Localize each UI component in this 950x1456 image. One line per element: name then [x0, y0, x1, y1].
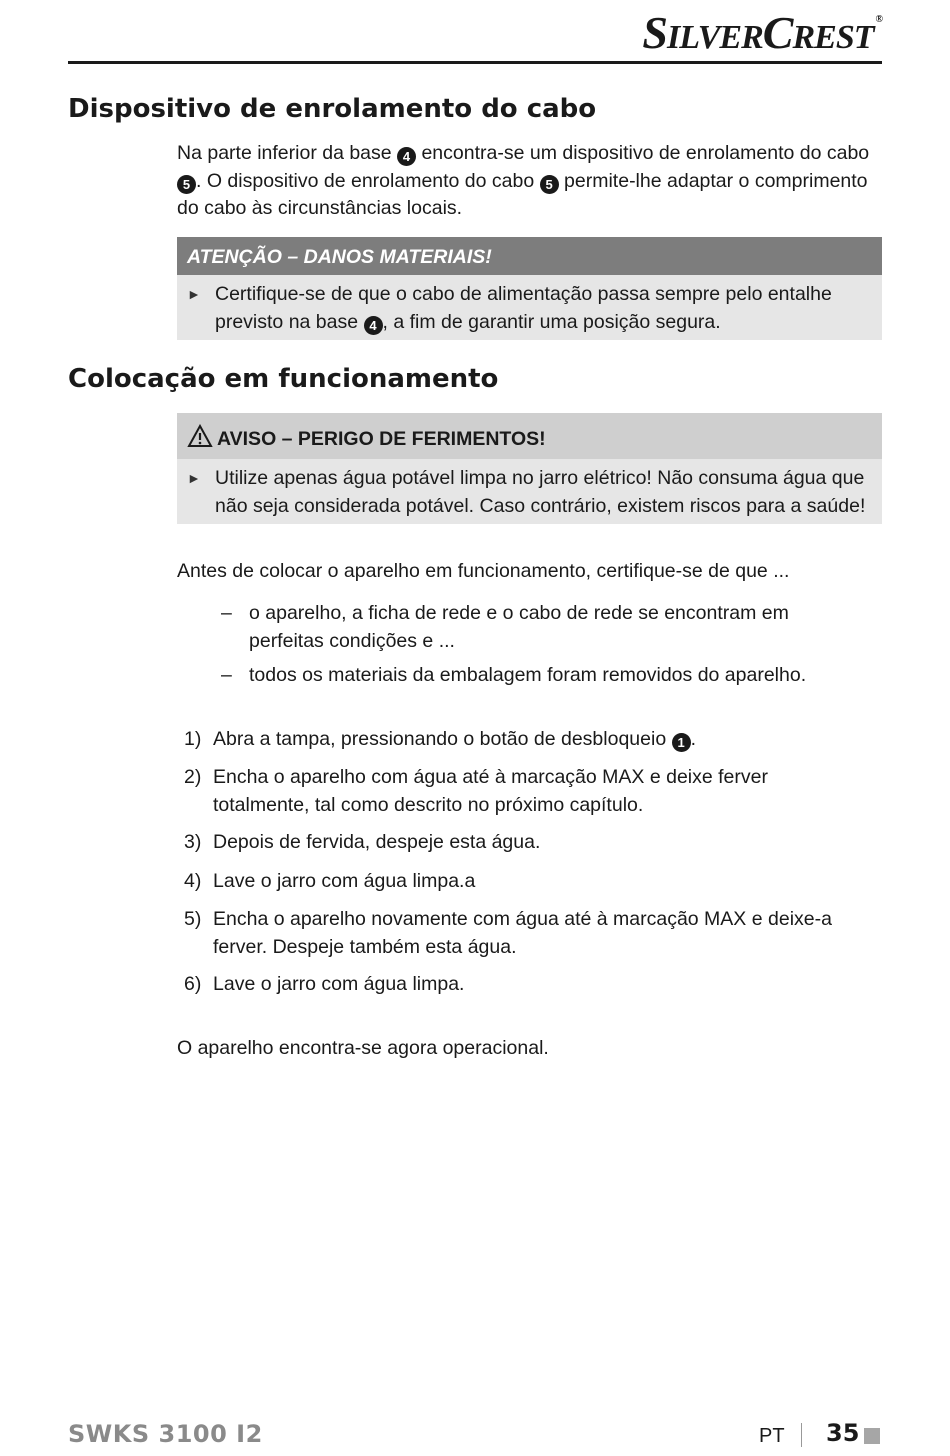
checklist-text: o aparelho, a ficha de rede e o cabo de rede se encontram em perfeitas condições e ... [249, 602, 789, 652]
step-number: 2) [184, 766, 202, 788]
step-number: 6) [184, 973, 202, 995]
caution-text: , a fim de garantir uma posição segura. [382, 310, 721, 333]
step-text: Lave o jarro com água limpa. [213, 973, 465, 995]
triangle-right-icon: ► [187, 470, 201, 486]
part-number-badge: 4 [364, 316, 383, 335]
step-text: Encha o aparelho com água até à marcação MAX e deixe ferver totalmente, tal como descrito no próximo capítulo. [213, 766, 768, 816]
step-item [184, 764, 864, 819]
section-title-operation: Colocação em funcionamento [68, 364, 499, 394]
warning-header [177, 413, 882, 459]
step-text-part: . [690, 728, 697, 750]
step-number: 5) [184, 908, 202, 930]
step-text-part: Abra a tampa, pressionando o botão de desbloqueio [213, 728, 672, 750]
warning-box [177, 413, 882, 524]
paragraph-text: . O dispositivo de enrolamento do cabo [196, 169, 540, 192]
logo-text: ILVER [667, 19, 763, 56]
step-item [184, 906, 864, 961]
paragraph-text: Na parte inferior da base [177, 142, 398, 164]
paragraph-text: permite-lhe adaptar o comprimento do cabo às circunstâncias locais. [177, 169, 868, 219]
page-number: 35 [826, 1419, 860, 1447]
caution-box [177, 237, 882, 340]
logo-letter: C [762, 7, 793, 58]
part-number-badge: 5 [540, 175, 559, 194]
step-text: Encha o aparelho novamente com água até à marcação MAX e deixe-a ferver. Despeje também esta água. [213, 908, 832, 958]
checklist-text: todos os materiais da embalagem foram removidos do aparelho. [249, 664, 807, 686]
step-text [213, 726, 864, 754]
paragraph-text: encontra-se um dispositivo de enrolamento do cabo [416, 142, 870, 164]
operation-intro: Antes de colocar o aparelho em funcionamento, certifique-se de que ... [177, 560, 790, 582]
part-number-badge: 5 [177, 175, 196, 194]
warning-text: Utilize apenas água potável limpa no jarro elétrico! Não consuma água que não seja considerada potável. Caso contrário, existem riscos para a saúde! [215, 467, 866, 517]
footer-language: PT [759, 1425, 785, 1447]
logo-letter: S [642, 7, 667, 58]
step-text: Depois de fervida, despeje esta água. [213, 831, 541, 853]
registered-mark: ® [875, 14, 882, 25]
triangle-right-icon: ► [187, 286, 201, 302]
dash-bullet: – [221, 664, 232, 686]
warning-body [177, 459, 882, 524]
warning-title: AVISO – PERIGO DE FERIMENTOS! [217, 428, 546, 450]
caution-body [177, 275, 882, 340]
header-rule [68, 61, 882, 64]
footer-square-marker [864, 1428, 880, 1444]
footer-model-number: SWKS 3100 I2 [68, 1420, 263, 1448]
closing-text: O aparelho encontra-se agora operacional. [177, 1037, 549, 1059]
warning-triangle-icon [187, 424, 213, 448]
dash-bullet: – [221, 602, 232, 624]
part-number-badge: 4 [397, 147, 416, 166]
caution-text: Certifique-se de que o cabo de alimentação passa sempre pelo entalhe previsto na base [215, 283, 832, 333]
step-item [184, 868, 864, 896]
footer-divider [801, 1423, 802, 1447]
step-text: Lave o jarro com água limpa.a [213, 870, 476, 892]
step-number: 1) [184, 728, 202, 750]
cable-storage-paragraph [177, 140, 877, 223]
part-number-badge: 1 [672, 733, 691, 752]
checklist-item [221, 600, 821, 655]
checklist-item [221, 662, 821, 690]
logo-text: REST [792, 19, 874, 56]
brand-logo [642, 6, 882, 59]
section-title-cable-storage: Dispositivo de enrolamento do cabo [68, 94, 597, 124]
step-number: 3) [184, 831, 202, 853]
step-number: 4) [184, 870, 202, 892]
step-item [184, 726, 864, 754]
caution-title: ATENÇÃO – DANOS MATERIAIS! [177, 237, 882, 275]
step-item [184, 829, 864, 857]
step-item [184, 971, 864, 999]
